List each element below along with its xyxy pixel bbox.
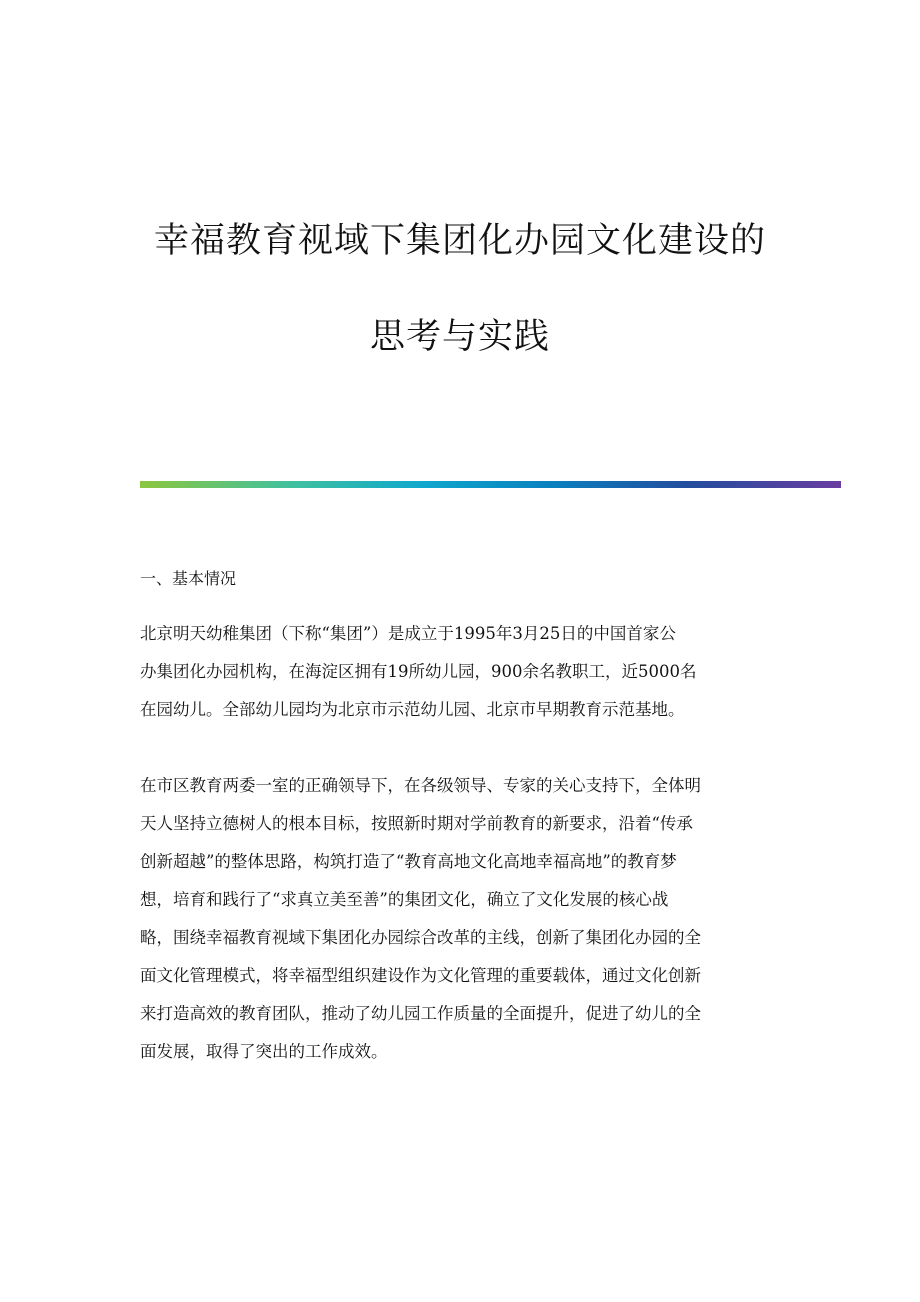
paragraph-line: 来打造高效的教育团队，推动了幼儿园工作质量的全面提升，促进了幼儿的全	[140, 1004, 701, 1023]
document-title-line-1: 幸福教育视域下集团化办园文化建设的	[153, 221, 766, 261]
paragraph-line: 面文化管理模式，将幸福型组织建设作为文化管理的重要载体，通过文化创新	[140, 966, 701, 985]
gradient-divider	[140, 481, 841, 488]
paragraph-line: 在园幼儿。全部幼儿园均为北京市示范幼儿园、北京市早期教育示范基地。	[140, 700, 685, 719]
paragraph-line: 面发展，取得了突出的工作成效。	[140, 1042, 388, 1061]
paragraph-line: 想，培育和践行了“求真立美至善”的集团文化，确立了文化发展的核心战	[140, 890, 669, 909]
paragraph-2	[140, 774, 780, 1078]
paragraph-line: 略，围绕幸福教育视域下集团化办园综合改革的主线，创新了集团化办园的全	[140, 928, 701, 947]
document-title-line-2: 思考与实践	[369, 317, 550, 357]
paragraph-line: 北京明天幼稚集团（下称“集团”）是成立于1995年3月25日的中国首家公	[140, 624, 676, 643]
paragraph-line: 办集团化办园机构，在海淀区拥有19所幼儿园，900余名教职工，近5000名	[140, 662, 697, 681]
paragraph-1	[140, 622, 780, 736]
paragraph-line: 在市区教育两委一室的正确领导下，在各级领导、专家的关心支持下，全体明	[140, 776, 701, 795]
paragraph-line: 天人坚持立德树人的根本目标，按照新时期对学前教育的新要求，沿着“传承	[140, 814, 693, 833]
paragraph-line: 创新超越”的整体思路，构筑打造了“教育高地文化高地幸福高地”的教育梦	[140, 852, 677, 871]
section-heading: 一、基本情况	[140, 569, 237, 588]
